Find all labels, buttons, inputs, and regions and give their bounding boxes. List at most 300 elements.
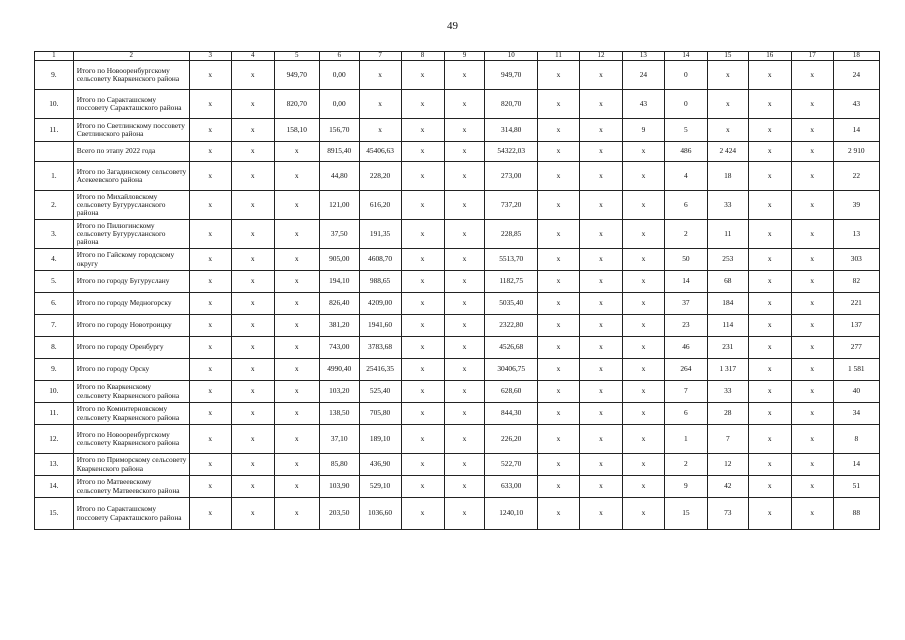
column-header: 16 — [748, 52, 791, 61]
table-row — [35, 359, 880, 381]
table-cell: x — [579, 119, 622, 142]
column-header: 12 — [579, 52, 622, 61]
table-cell: x — [189, 403, 231, 425]
table-cell: 820,70 — [274, 90, 319, 119]
row-name: Итого по Матвеевскому сельсовету Матвеевского района — [73, 476, 189, 498]
table-cell: 68 — [707, 271, 748, 293]
table-cell: x — [401, 249, 444, 271]
table-cell: x — [231, 90, 274, 119]
table-cell: 30406,75 — [485, 359, 538, 381]
table-cell: 114 — [707, 315, 748, 337]
table-row — [35, 293, 880, 315]
row-name: Итого по городу Медногорску — [73, 293, 189, 315]
column-header: 14 — [664, 52, 707, 61]
table-row — [35, 249, 880, 271]
table-cell: x — [231, 337, 274, 359]
table-cell: x — [579, 142, 622, 162]
table-cell: 2 910 — [833, 142, 879, 162]
table-cell: x — [791, 271, 833, 293]
table-cell: 0 — [664, 61, 707, 90]
table-cell: x — [189, 191, 231, 220]
table-cell: x — [274, 454, 319, 476]
table-cell: 0,00 — [319, 61, 359, 90]
table-cell: 949,70 — [485, 61, 538, 90]
row-number: 1. — [35, 162, 74, 191]
table-cell: x — [791, 359, 833, 381]
table-cell: x — [791, 476, 833, 498]
table-cell: 0 — [664, 90, 707, 119]
table-cell: x — [579, 249, 622, 271]
table-cell: x — [444, 476, 485, 498]
table-cell: x — [579, 381, 622, 403]
row-name: Итого по Гайскому городскому округу — [73, 249, 189, 271]
table-cell: x — [748, 90, 791, 119]
table-cell: x — [748, 476, 791, 498]
column-header: 2 — [73, 52, 189, 61]
table-cell: 24 — [833, 61, 879, 90]
table-cell: 9 — [622, 119, 664, 142]
table-cell: x — [622, 220, 664, 249]
table-cell: 33 — [707, 381, 748, 403]
table-cell: 158,10 — [274, 119, 319, 142]
table-cell: x — [401, 90, 444, 119]
table-cell: x — [274, 293, 319, 315]
table-cell: 1 317 — [707, 359, 748, 381]
column-header: 5 — [274, 52, 319, 61]
column-header: 17 — [791, 52, 833, 61]
row-number: 5. — [35, 271, 74, 293]
table-cell: x — [444, 498, 485, 530]
table-header-row — [35, 52, 880, 61]
table-cell: x — [538, 454, 580, 476]
table-cell: x — [359, 119, 401, 142]
table-cell: x — [622, 162, 664, 191]
table-cell: x — [189, 381, 231, 403]
table-cell: 1036,60 — [359, 498, 401, 530]
table-cell: x — [231, 315, 274, 337]
table-cell: 24 — [622, 61, 664, 90]
table-cell: x — [231, 142, 274, 162]
table-cell: x — [791, 454, 833, 476]
table-cell: 4 — [664, 162, 707, 191]
table-cell: x — [401, 403, 444, 425]
column-header: 18 — [833, 52, 879, 61]
table-cell: 34 — [833, 403, 879, 425]
table-cell: 4990,40 — [319, 359, 359, 381]
table-cell: x — [622, 381, 664, 403]
table-cell: x — [707, 61, 748, 90]
table-cell: 51 — [833, 476, 879, 498]
table-cell: x — [622, 403, 664, 425]
table-cell: x — [791, 293, 833, 315]
table-cell: 11 — [707, 220, 748, 249]
row-name: Итого по Новооренбургскому сельсовету Кваркенского района — [73, 425, 189, 454]
table-cell: 156,70 — [319, 119, 359, 142]
table-cell: x — [189, 249, 231, 271]
column-header: 6 — [319, 52, 359, 61]
table-cell: 23 — [664, 315, 707, 337]
table-cell: x — [359, 90, 401, 119]
table-cell: x — [444, 249, 485, 271]
table-cell: x — [189, 454, 231, 476]
table-cell: x — [274, 498, 319, 530]
row-number: 11. — [35, 119, 74, 142]
table-cell: 137 — [833, 315, 879, 337]
row-number: 14. — [35, 476, 74, 498]
row-name: Итого по городу Бугуруслану — [73, 271, 189, 293]
table-row — [35, 162, 880, 191]
table-cell: x — [231, 454, 274, 476]
table-cell: x — [444, 293, 485, 315]
table-row — [35, 191, 880, 220]
table-cell: x — [401, 454, 444, 476]
column-header: 9 — [444, 52, 485, 61]
row-name: Итого по Михайловскому сельсовету Бугурусланского района — [73, 191, 189, 220]
table-cell: x — [791, 61, 833, 90]
row-name: Всего по этапу 2022 года — [73, 142, 189, 162]
table-cell: x — [579, 476, 622, 498]
table-cell: 1 581 — [833, 359, 879, 381]
table-cell: x — [579, 403, 622, 425]
table-cell: 436,90 — [359, 454, 401, 476]
table-cell: 8915,40 — [319, 142, 359, 162]
table-cell: 4526,68 — [485, 337, 538, 359]
table-cell: 8 — [833, 425, 879, 454]
table-cell: x — [189, 315, 231, 337]
table-cell: 33 — [707, 191, 748, 220]
table-cell: x — [622, 454, 664, 476]
table-cell: x — [622, 293, 664, 315]
table-cell: x — [791, 425, 833, 454]
table-cell: 264 — [664, 359, 707, 381]
table-cell: x — [538, 337, 580, 359]
table-cell: x — [791, 90, 833, 119]
table-cell: 184 — [707, 293, 748, 315]
table-cell: x — [538, 90, 580, 119]
table-cell: x — [444, 337, 485, 359]
row-number: 3. — [35, 220, 74, 249]
table-cell: x — [274, 476, 319, 498]
table-cell: x — [579, 90, 622, 119]
table-cell: x — [538, 425, 580, 454]
table-cell: x — [791, 162, 833, 191]
table-cell: x — [748, 337, 791, 359]
table-cell: x — [707, 119, 748, 142]
table-cell: 381,20 — [319, 315, 359, 337]
table-row — [35, 61, 880, 90]
table-cell: x — [538, 162, 580, 191]
table-cell: 54322,03 — [485, 142, 538, 162]
table-cell: x — [189, 142, 231, 162]
table-cell: x — [444, 403, 485, 425]
table-cell: x — [748, 359, 791, 381]
page-number: 49 — [447, 20, 458, 32]
table-cell: 138,50 — [319, 403, 359, 425]
table-cell: x — [401, 271, 444, 293]
table-cell: x — [622, 425, 664, 454]
table-cell: x — [444, 359, 485, 381]
table-cell: 1941,60 — [359, 315, 401, 337]
table-cell: x — [622, 271, 664, 293]
table-cell: x — [579, 162, 622, 191]
table-cell: 43 — [833, 90, 879, 119]
table-cell: x — [274, 425, 319, 454]
table-cell: x — [231, 498, 274, 530]
table-cell: x — [189, 359, 231, 381]
column-header: 13 — [622, 52, 664, 61]
row-number — [35, 142, 74, 162]
data-table-container — [34, 51, 880, 530]
table-cell: x — [444, 90, 485, 119]
table-cell: 2 — [664, 220, 707, 249]
table-cell: x — [401, 142, 444, 162]
row-number: 9. — [35, 359, 74, 381]
table-cell: 22 — [833, 162, 879, 191]
table-cell: x — [579, 293, 622, 315]
table-cell: 743,00 — [319, 337, 359, 359]
column-header: 1 — [35, 52, 74, 61]
table-cell: x — [579, 498, 622, 530]
table-cell: x — [791, 119, 833, 142]
table-cell: x — [622, 142, 664, 162]
table-cell: 253 — [707, 249, 748, 271]
table-cell: 14 — [833, 454, 879, 476]
table-cell: 633,00 — [485, 476, 538, 498]
table-cell: 486 — [664, 142, 707, 162]
table-cell: x — [538, 359, 580, 381]
table-cell: x — [622, 337, 664, 359]
table-cell: x — [538, 191, 580, 220]
table-cell: 221 — [833, 293, 879, 315]
table-cell: x — [538, 271, 580, 293]
table-cell: x — [791, 142, 833, 162]
table-cell: x — [538, 476, 580, 498]
table-cell: x — [791, 337, 833, 359]
table-cell: 525,40 — [359, 381, 401, 403]
row-number: 11. — [35, 403, 74, 425]
table-cell: 949,70 — [274, 61, 319, 90]
table-cell: 15 — [664, 498, 707, 530]
table-cell: x — [579, 359, 622, 381]
table-cell: x — [622, 476, 664, 498]
table-cell: x — [748, 425, 791, 454]
table-cell: x — [274, 337, 319, 359]
table-row — [35, 498, 880, 530]
table-cell: x — [444, 220, 485, 249]
table-cell: 4209,00 — [359, 293, 401, 315]
table-cell: x — [748, 162, 791, 191]
column-header: 15 — [707, 52, 748, 61]
table-cell: x — [401, 61, 444, 90]
table-cell: 228,20 — [359, 162, 401, 191]
table-body — [35, 52, 880, 530]
table-cell: x — [791, 220, 833, 249]
table-cell: x — [189, 119, 231, 142]
table-cell: x — [401, 337, 444, 359]
table-cell: 189,10 — [359, 425, 401, 454]
column-header: 8 — [401, 52, 444, 61]
table-cell: x — [401, 191, 444, 220]
table-cell: 37 — [664, 293, 707, 315]
table-cell: x — [538, 119, 580, 142]
table-cell: x — [791, 315, 833, 337]
table-cell: 988,65 — [359, 271, 401, 293]
table-cell: 7 — [707, 425, 748, 454]
column-header: 4 — [231, 52, 274, 61]
table-cell: 50 — [664, 249, 707, 271]
table-cell: x — [231, 249, 274, 271]
table-cell: 228,85 — [485, 220, 538, 249]
table-cell: 46 — [664, 337, 707, 359]
table-cell: x — [707, 90, 748, 119]
table-cell: 277 — [833, 337, 879, 359]
table-cell: x — [274, 249, 319, 271]
table-cell: x — [231, 476, 274, 498]
table-total-row — [35, 142, 880, 162]
table-cell: x — [444, 315, 485, 337]
table-cell: x — [748, 61, 791, 90]
row-number: 13. — [35, 454, 74, 476]
table-cell: x — [748, 220, 791, 249]
row-name: Итого по Кваркенскому сельсовету Кваркенского района — [73, 381, 189, 403]
table-cell: x — [791, 381, 833, 403]
table-cell: x — [401, 315, 444, 337]
table-cell: x — [538, 249, 580, 271]
table-cell: x — [579, 271, 622, 293]
table-cell: x — [401, 359, 444, 381]
table-cell: x — [231, 403, 274, 425]
column-header: 11 — [538, 52, 580, 61]
table-cell: x — [748, 498, 791, 530]
table-cell: 2322,80 — [485, 315, 538, 337]
table-cell: 13 — [833, 220, 879, 249]
table-cell: x — [444, 142, 485, 162]
table-cell: x — [274, 381, 319, 403]
table-row — [35, 315, 880, 337]
table-cell: 9 — [664, 476, 707, 498]
table-cell: x — [622, 249, 664, 271]
table-cell: x — [748, 271, 791, 293]
table-cell: 39 — [833, 191, 879, 220]
table-cell: x — [444, 271, 485, 293]
table-cell: x — [401, 220, 444, 249]
table-cell: x — [274, 162, 319, 191]
table-cell: x — [538, 498, 580, 530]
table-cell: x — [274, 191, 319, 220]
table-cell: x — [274, 403, 319, 425]
table-cell: 43 — [622, 90, 664, 119]
table-cell: 4608,70 — [359, 249, 401, 271]
table-cell: 6 — [664, 403, 707, 425]
table-cell: x — [359, 61, 401, 90]
table-cell: 42 — [707, 476, 748, 498]
table-cell: x — [231, 61, 274, 90]
table-cell: x — [538, 381, 580, 403]
table-cell: 7 — [664, 381, 707, 403]
table-cell: x — [538, 403, 580, 425]
table-cell: 103,90 — [319, 476, 359, 498]
table-cell: x — [189, 293, 231, 315]
table-cell: 826,40 — [319, 293, 359, 315]
table-cell: x — [189, 498, 231, 530]
table-cell: 5 — [664, 119, 707, 142]
table-cell: x — [401, 381, 444, 403]
table-cell: x — [189, 271, 231, 293]
table-cell: 5035,40 — [485, 293, 538, 315]
table-cell: 1 — [664, 425, 707, 454]
table-cell: 44,80 — [319, 162, 359, 191]
table-cell: 303 — [833, 249, 879, 271]
table-row — [35, 90, 880, 119]
table-cell: x — [622, 191, 664, 220]
table-cell: 28 — [707, 403, 748, 425]
table-cell: x — [401, 425, 444, 454]
table-cell: x — [444, 191, 485, 220]
table-cell: 3783,68 — [359, 337, 401, 359]
table-cell: x — [401, 162, 444, 191]
table-cell: x — [189, 425, 231, 454]
row-number: 8. — [35, 337, 74, 359]
table-cell: x — [401, 498, 444, 530]
table-cell: x — [748, 142, 791, 162]
table-cell: x — [791, 498, 833, 530]
column-header: 3 — [189, 52, 231, 61]
table-cell: x — [622, 498, 664, 530]
table-cell: 616,20 — [359, 191, 401, 220]
table-cell: 529,10 — [359, 476, 401, 498]
row-name: Итого по городу Оренбургу — [73, 337, 189, 359]
table-cell: x — [579, 61, 622, 90]
table-cell: x — [579, 220, 622, 249]
table-cell: 844,30 — [485, 403, 538, 425]
row-number: 10. — [35, 381, 74, 403]
table-cell: 85,80 — [319, 454, 359, 476]
table-cell: x — [231, 425, 274, 454]
table-cell: x — [538, 315, 580, 337]
table-cell: x — [401, 293, 444, 315]
table-cell: 1240,10 — [485, 498, 538, 530]
row-number: 10. — [35, 90, 74, 119]
row-name: Итого по городу Новотроицку — [73, 315, 189, 337]
table-cell: x — [274, 359, 319, 381]
table-cell: x — [748, 315, 791, 337]
table-cell: x — [622, 359, 664, 381]
row-number: 12. — [35, 425, 74, 454]
row-number: 4. — [35, 249, 74, 271]
row-name: Итого по Приморскому сельсовету Кваркенского района — [73, 454, 189, 476]
table-row — [35, 220, 880, 249]
row-name: Итого по городу Орску — [73, 359, 189, 381]
table-cell: 103,20 — [319, 381, 359, 403]
table-cell: 2 424 — [707, 142, 748, 162]
row-number: 7. — [35, 315, 74, 337]
table-cell: 820,70 — [485, 90, 538, 119]
table-cell: 88 — [833, 498, 879, 530]
row-number: 6. — [35, 293, 74, 315]
row-name: Итого по Саракташскому поссовету Саракташского района — [73, 498, 189, 530]
table-cell: 628,60 — [485, 381, 538, 403]
table-cell: 273,00 — [485, 162, 538, 191]
table-cell: x — [748, 249, 791, 271]
table-cell: x — [189, 337, 231, 359]
table-row — [35, 381, 880, 403]
table-row — [35, 476, 880, 498]
table-cell: x — [231, 119, 274, 142]
table-cell: 6 — [664, 191, 707, 220]
table-row — [35, 271, 880, 293]
table-row — [35, 425, 880, 454]
table-cell: 737,20 — [485, 191, 538, 220]
